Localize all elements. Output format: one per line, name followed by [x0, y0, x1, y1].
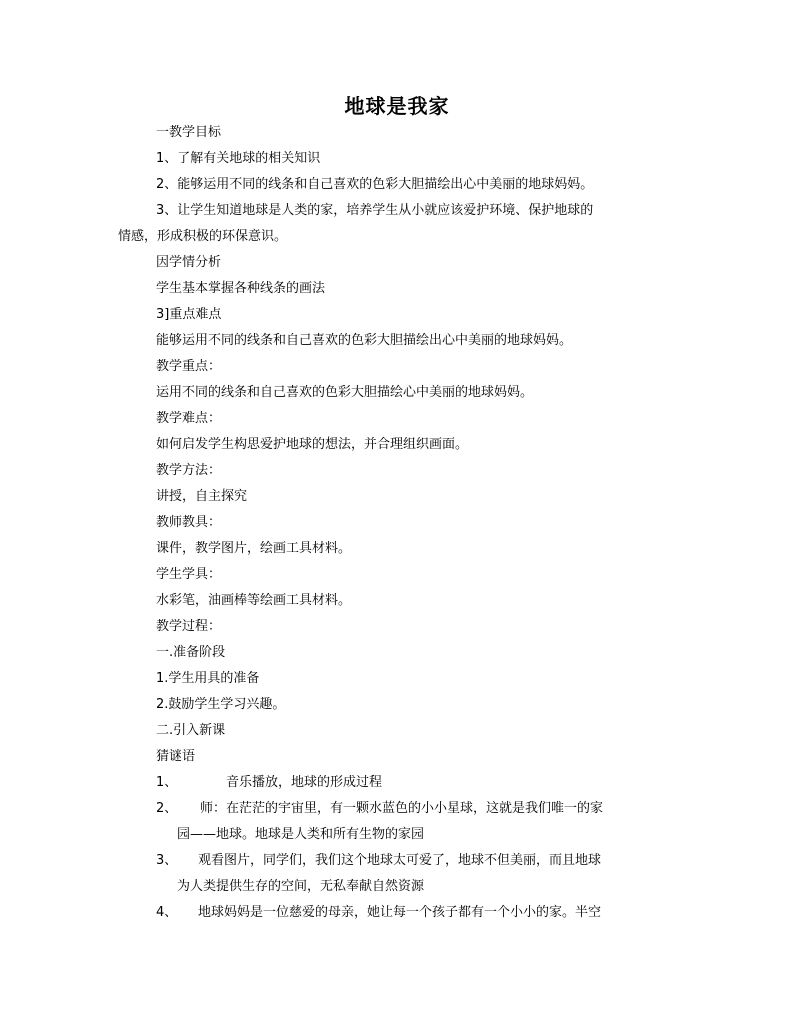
- section-heading-objectives: 一教学目标: [156, 125, 222, 140]
- label-teaching-difficulty: 教学难点：: [156, 411, 222, 426]
- list-number: 2、: [156, 801, 178, 816]
- intro-item-4: [156, 904, 601, 922]
- list-number: 3、: [156, 853, 178, 868]
- riddle-label: 猜谜语: [156, 749, 196, 764]
- list-text: 师：在茫茫的宇宙里，有一颗水蓝色的小小星球，这就是我们唯一的家: [200, 801, 604, 816]
- teaching-focus-text: 运用不同的线条和自己喜欢的色彩大胆描绘心中美丽的地球妈妈。: [156, 385, 534, 400]
- list-text: 音乐播放，地球的形成过程: [226, 775, 383, 790]
- intro-item-2: [156, 800, 603, 818]
- label-teaching-method: 教学方法：: [156, 463, 222, 478]
- label-teaching-focus: 教学重点：: [156, 359, 222, 374]
- intro-item-2-continued: 园——地球。地球是人类和所有生物的家园: [177, 827, 425, 842]
- process-step-prepare: 一.准备阶段: [156, 645, 226, 660]
- label-student-tools: 学生学具：: [156, 567, 222, 582]
- key-points-text: 能够运用不同的线条和自己喜欢的色彩大胆描绘出心中美丽的地球妈妈。: [156, 333, 573, 348]
- objective-3-continued: 情感，形成积极的环保意识。: [118, 229, 288, 244]
- student-tools-text: 水彩笔，油画棒等绘画工具材料。: [156, 593, 352, 608]
- intro-item-3-continued: 为人类提供生存的空间，无私奉献自然资源: [177, 879, 425, 894]
- teaching-difficulty-text: 如何启发学生构思爱护地球的想法，并合理组织画面。: [156, 437, 469, 452]
- intro-item-1: [156, 774, 382, 792]
- intro-item-3: [156, 852, 601, 870]
- teaching-method-text: 讲授，自主探究: [156, 489, 248, 504]
- document-title: 地球是我家: [344, 94, 450, 118]
- process-step-intro: 二.引入新课: [156, 723, 226, 738]
- list-text: 地球妈妈是一位慈爱的母亲，她让每一个孩子都有一个小小的家。半空: [198, 905, 602, 920]
- prepare-item-1: 1.学生用具的准备: [156, 671, 260, 686]
- prepare-item-2: 2.鼓励学生学习兴趣。: [156, 697, 286, 712]
- list-text: 观看图片，同学们，我们这个地球太可爱了，地球不但美丽，而且地球: [198, 853, 602, 868]
- label-teaching-process: 教学过程：: [156, 619, 222, 634]
- objective-1: 1、了解有关地球的相关知识: [156, 151, 321, 166]
- list-number: 1、: [156, 775, 178, 790]
- section-heading-analysis: 因学情分析: [156, 255, 222, 270]
- label-teacher-tools: 教师教具：: [156, 515, 222, 530]
- teacher-tools-text: 课件，教学图片，绘画工具材料。: [156, 541, 352, 556]
- objective-3: 3、让学生知道地球是人类的家，培养学生从小就应该爱护环境、保护地球的: [156, 203, 594, 218]
- section-heading-key-points: 3]重点难点: [156, 307, 222, 322]
- objective-2: 2、能够运用不同的线条和自己喜欢的色彩大胆描绘出心中美丽的地球妈妈。: [156, 177, 594, 192]
- list-number: 4、: [156, 905, 178, 920]
- analysis-text: 学生基本掌握各种线条的画法: [156, 281, 326, 296]
